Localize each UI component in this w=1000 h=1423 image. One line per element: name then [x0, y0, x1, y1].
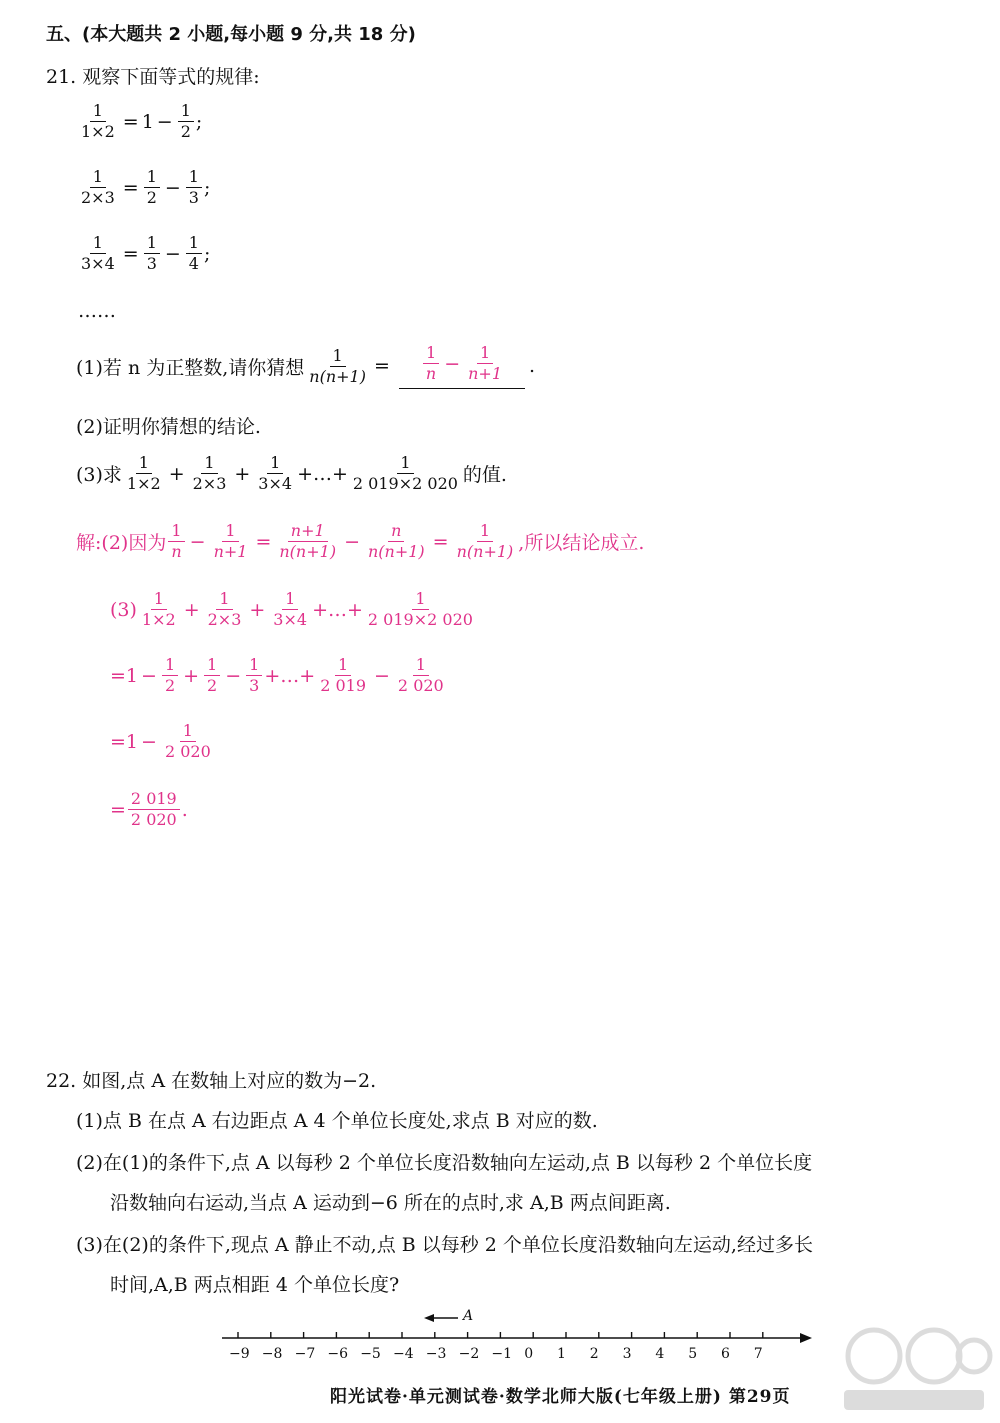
q22-part1: (1)点 B 在点 A 右边距点 A 4 个单位长度处,求点 B 对应的数. [76, 1110, 598, 1132]
q21-part3: (3)求 $\frac{1}{1\times 2}$ + $\frac{1}{2\times 3}$ + $\frac{1}{3\times 4}$ +…+ $\frac{1}{2 019\times 2 020}$ 的值. [76, 453, 507, 494]
q21-solution-2: 解:(2)因为 $\frac{1}{n}$ − $\frac{1}{n+1}$ = $\frac{n+1}{n(n+1)}$ − $\frac{n}{n(n+1)}$ = $\frac{1}{n(n+1)}$ ,所以结论成立. [76, 521, 645, 562]
axis-arrow-icon [800, 1333, 812, 1343]
fraction: $\frac{1}{2}$ [178, 102, 194, 142]
answer-blank: $\frac{1}{n}$ − $\frac{1}{n+1}$ [399, 344, 525, 389]
q21-solution-3-line3: = 1 − $\frac{1}{2 020}$ [110, 721, 211, 762]
axis-tick-label: −7 [294, 1346, 316, 1362]
axis-tick-label: −5 [360, 1346, 381, 1362]
q21-solution-3-line2: = 1 − $\frac{1}{2}$ + $\frac{1}{2}$ − $\frac{1}{3}$ +…+ $\frac{1}{2 019}$ − $\frac{1}{2 020}$ [110, 655, 444, 696]
axis-tick-label: −2 [458, 1346, 480, 1362]
fraction: $\frac{1}{1\times 2}$ [81, 101, 115, 142]
axis-tick-label: 5 [688, 1346, 698, 1362]
axis-tick-label: −1 [491, 1346, 513, 1362]
section-heading: 五、(本大题共 2 小题,每小题 9 分,共 18 分) [46, 24, 416, 45]
q21-solution-3-line4: = $\frac{2 019}{2 020}$ . [110, 789, 188, 830]
axis-tick-label: 6 [721, 1346, 730, 1362]
axis-tick-label: 2 [589, 1346, 599, 1362]
q21-part2: (2)证明你猜想的结论. [76, 416, 261, 438]
q21-stem: 21. 观察下面等式的规律: [46, 66, 260, 88]
axis-tick-label: 3 [622, 1346, 632, 1362]
axis-tick-label: 7 [753, 1346, 763, 1362]
q22-stem: 22. 如图,点 A 在数轴上对应的数为−2. [46, 1070, 377, 1092]
q22-part3-a: (3)在(2)的条件下,现点 A 静止不动,点 B 以每秒 2 个单位长度沿数轴向左运动,经过多长 [76, 1234, 813, 1256]
q21-eq-2: $\frac{1}{2\times 3}$ = $\frac{1}{2}$ − $\frac{1}{3}$ ; [81, 167, 211, 208]
axis-tick-label: 4 [655, 1346, 665, 1362]
q21-part1: (1)若 n 为正整数,请你猜想 $\frac{1}{n(n+1)}$ = $\frac{1}{n}$ − $\frac{1}{n+1}$ . [76, 344, 535, 389]
ellipsis: …… [78, 300, 116, 322]
q21-eq-1: $\frac{1}{1\times 2}$ = 1 − $\frac{1}{2}$ ; [76, 102, 202, 142]
point-a-arrow-icon [424, 1314, 434, 1322]
q22-part2-a: (2)在(1)的条件下,点 A 以每秒 2 个单位长度沿数轴向左运动,点 B 以每秒 2 个单位长度 [76, 1152, 813, 1174]
q21-eq-3: $\frac{1}{3\times 4}$ = $\frac{1}{3}$ − $\frac{1}{4}$ ; [81, 233, 211, 274]
axis-tick-label: −6 [327, 1346, 349, 1362]
q22-part2-b: 沿数轴向右运动,当点 A 运动到−6 所在的点时,求 A,B 两点间距离. [110, 1192, 671, 1214]
axis-tick-label: 1 [557, 1346, 566, 1362]
axis-tick-label: −3 [425, 1346, 447, 1362]
q22-part3-b: 时间,A,B 两点相距 4 个单位长度? [110, 1274, 400, 1296]
watermark-logo [834, 1318, 994, 1418]
point-a-label: A [463, 1308, 474, 1324]
axis-tick-label: 0 [524, 1346, 534, 1362]
axis-tick-label: −9 [229, 1346, 250, 1362]
axis-tick-label: −8 [261, 1346, 283, 1362]
q21-solution-3-line1: (3) $\frac{1}{1\times 2}$ + $\frac{1}{2\times 3}$ + $\frac{1}{3\times 4}$ +…+ $\frac{1}{2 019\times 2 020}$ [110, 589, 473, 630]
page-footer: 阳光试卷·单元测试卷·数学北师大版(七年级上册) 第29页 [330, 1387, 791, 1407]
axis-tick-label: −4 [393, 1346, 414, 1362]
